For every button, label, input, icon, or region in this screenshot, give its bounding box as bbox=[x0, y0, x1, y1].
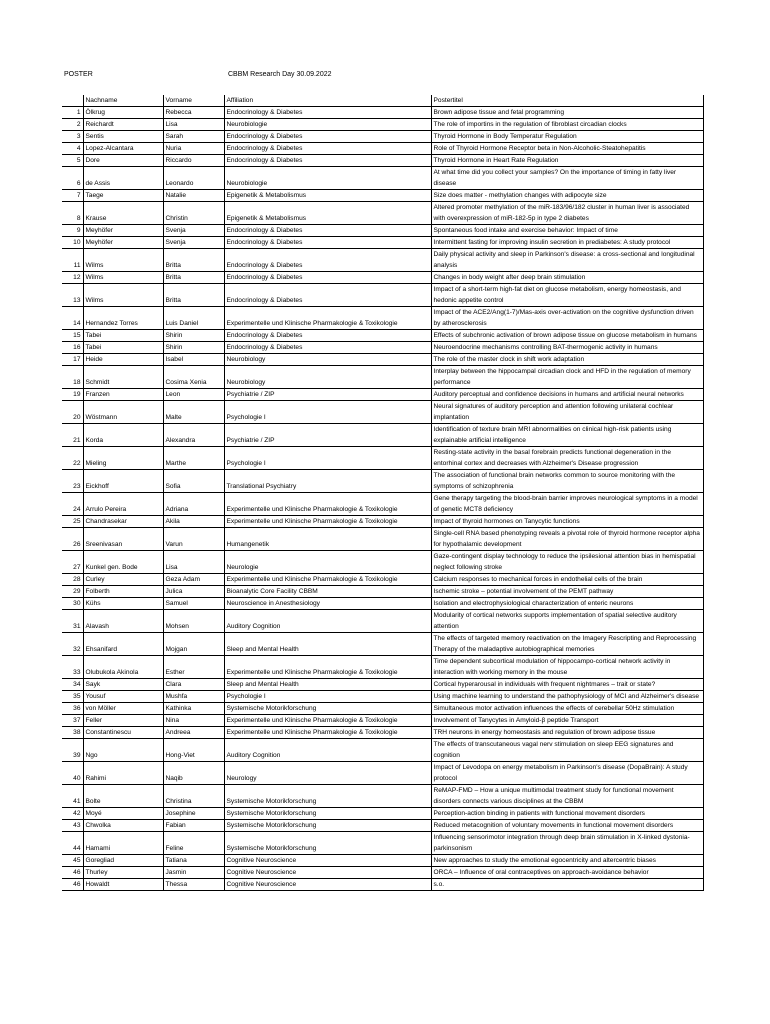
row-number: 11 bbox=[62, 249, 83, 272]
row-number: 5 bbox=[62, 155, 83, 167]
row-nachname: Wilms bbox=[83, 284, 163, 307]
header-postertitel: Postertitel bbox=[431, 95, 703, 107]
row-vorname: Nuria bbox=[163, 143, 224, 155]
row-postertitel: Brown adipose tissue and fetal programming bbox=[431, 107, 703, 119]
row-number: 14 bbox=[62, 307, 83, 330]
row-number: 31 bbox=[62, 610, 83, 633]
row-number: 46 bbox=[62, 879, 83, 891]
row-number: 20 bbox=[62, 401, 83, 424]
poster-label: POSTER bbox=[64, 71, 93, 78]
row-nachname: von Möller bbox=[83, 703, 163, 715]
row-affiliation: Psychologie I bbox=[224, 691, 431, 703]
row-affiliation: Psychologie I bbox=[224, 447, 431, 470]
row-vorname: Andreea bbox=[163, 727, 224, 739]
row-postertitel: Impact of Levodopa on energy metabolism in Parkinson's disease (DopaBrain): A study protocol bbox=[431, 762, 703, 785]
row-vorname: Esther bbox=[163, 656, 224, 679]
row-number: 4 bbox=[62, 143, 83, 155]
row-vorname: Christin bbox=[163, 202, 224, 225]
row-postertitel: The effects of targeted memory reactivation on the Imagery Rescripting and Reprocessing Therapy of the maladaptive autobiographical memories bbox=[431, 633, 703, 656]
row-number: 18 bbox=[62, 366, 83, 389]
row-vorname: Isabel bbox=[163, 354, 224, 366]
row-postertitel: Involvement of Tanycytes in Amyloid-β peptide Transport bbox=[431, 715, 703, 727]
row-postertitel: Ischemic stroke – potential involvement of the PEMT pathway bbox=[431, 586, 703, 598]
table-row bbox=[62, 470, 703, 493]
row-affiliation: Systemische Motorikforschung bbox=[224, 832, 431, 855]
row-affiliation: Experimentelle und Klinische Pharmakologie & Toxikologie bbox=[224, 656, 431, 679]
table-row bbox=[62, 401, 703, 424]
table-row bbox=[62, 143, 703, 155]
row-affiliation: Auditory Cognition bbox=[224, 739, 431, 762]
row-vorname: Britta bbox=[163, 249, 224, 272]
row-affiliation: Psychiatrie / ZIP bbox=[224, 389, 431, 401]
row-nachname: Feller bbox=[83, 715, 163, 727]
row-vorname: Varun bbox=[163, 528, 224, 551]
row-number: 17 bbox=[62, 354, 83, 366]
row-affiliation: Epigenetik & Metabolismus bbox=[224, 190, 431, 202]
row-postertitel: Modularity of cortical networks supports implementation of spatial selective auditory attention bbox=[431, 610, 703, 633]
table-row bbox=[62, 832, 703, 855]
table-row bbox=[62, 715, 703, 727]
row-affiliation: Endocrinology & Diabetes bbox=[224, 155, 431, 167]
table-row bbox=[62, 820, 703, 832]
row-nachname: Thurley bbox=[83, 867, 163, 879]
header-number bbox=[62, 95, 83, 107]
row-postertitel: Effects of subchronic activation of brown adipose tissue on glucose metabolism in humans bbox=[431, 330, 703, 342]
row-postertitel: The role of the master clock in shift work adaptation bbox=[431, 354, 703, 366]
row-vorname: Malte bbox=[163, 401, 224, 424]
row-nachname: Lopez-Alcantara bbox=[83, 143, 163, 155]
row-affiliation: Endocrinology & Diabetes bbox=[224, 237, 431, 249]
row-vorname: Leon bbox=[163, 389, 224, 401]
row-number: 41 bbox=[62, 785, 83, 808]
row-number: 42 bbox=[62, 808, 83, 820]
header-nachname: Nachname bbox=[83, 95, 163, 107]
table-row bbox=[62, 272, 703, 284]
row-vorname: Cosima Xenia bbox=[163, 366, 224, 389]
row-nachname: Goregliad bbox=[83, 855, 163, 867]
row-vorname: Britta bbox=[163, 284, 224, 307]
row-vorname: Clara bbox=[163, 679, 224, 691]
row-nachname: Eickhoff bbox=[83, 470, 163, 493]
row-vorname: Mohsen bbox=[163, 610, 224, 633]
table-row bbox=[62, 633, 703, 656]
row-nachname: Howaldt bbox=[83, 879, 163, 891]
row-number: 34 bbox=[62, 679, 83, 691]
row-affiliation: Auditory Cognition bbox=[224, 610, 431, 633]
row-vorname: Shirin bbox=[163, 342, 224, 354]
row-vorname: Hong-Viet bbox=[163, 739, 224, 762]
row-number: 22 bbox=[62, 447, 83, 470]
table-row bbox=[62, 610, 703, 633]
row-vorname: Svenja bbox=[163, 225, 224, 237]
row-postertitel: Perception-action binding in patients with functional movement disorders bbox=[431, 808, 703, 820]
row-postertitel: Simultaneous motor activation influences the effects of cerebellar 50Hz stimulation bbox=[431, 703, 703, 715]
row-postertitel: ReMAP-FMD – How a unique multimodal treatment study for functional movement disorders connects various disciplines at the CBBM bbox=[431, 785, 703, 808]
row-postertitel: Auditory perceptual and confidence decisions in humans and artificial neural networks bbox=[431, 389, 703, 401]
row-affiliation: Endocrinology & Diabetes bbox=[224, 249, 431, 272]
row-postertitel: Neuroendocrine mechanisms controlling BAT-thermogenic activity in humans bbox=[431, 342, 703, 354]
table-row bbox=[62, 727, 703, 739]
row-affiliation: Endocrinology & Diabetes bbox=[224, 330, 431, 342]
header-vorname: Vorname bbox=[163, 95, 224, 107]
row-number: 2 bbox=[62, 119, 83, 131]
row-postertitel: Reduced metacognition of voluntary movements in functional movement disorders bbox=[431, 820, 703, 832]
row-affiliation: Psychiatrie / ZIP bbox=[224, 424, 431, 447]
row-nachname: Franzen bbox=[83, 389, 163, 401]
table-row bbox=[62, 155, 703, 167]
row-number: 43 bbox=[62, 820, 83, 832]
row-postertitel: Resting-state activity in the basal forebrain predicts functional degeneration in the entorhinal cortex and decreases with Alzheimer's Disease progression bbox=[431, 447, 703, 470]
table-row bbox=[62, 528, 703, 551]
row-vorname: Lisa bbox=[163, 119, 224, 131]
row-nachname: Dore bbox=[83, 155, 163, 167]
table-row bbox=[62, 493, 703, 516]
table-row bbox=[62, 574, 703, 586]
row-nachname: Hernandez Torres bbox=[83, 307, 163, 330]
row-affiliation: Endocrinology & Diabetes bbox=[224, 143, 431, 155]
table-row bbox=[62, 691, 703, 703]
row-vorname: Christina bbox=[163, 785, 224, 808]
row-vorname: Riccardo bbox=[163, 155, 224, 167]
row-vorname: Kathinka bbox=[163, 703, 224, 715]
row-number: 6 bbox=[62, 167, 83, 190]
table-row bbox=[62, 249, 703, 272]
row-number: 19 bbox=[62, 389, 83, 401]
row-nachname: Olubukola Akinola bbox=[83, 656, 163, 679]
row-vorname: Mojgan bbox=[163, 633, 224, 656]
row-nachname: Schmidt bbox=[83, 366, 163, 389]
row-postertitel: ORCA – Influence of oral contraceptives on approach-avoidance behavior bbox=[431, 867, 703, 879]
table-row bbox=[62, 202, 703, 225]
row-postertitel: Impact of thyroid hormones on Tanycytic functions bbox=[431, 516, 703, 528]
row-number: 23 bbox=[62, 470, 83, 493]
table-row bbox=[62, 167, 703, 190]
table-row bbox=[62, 879, 703, 891]
table-row bbox=[62, 586, 703, 598]
row-vorname: Natalie bbox=[163, 190, 224, 202]
row-affiliation: Endocrinology & Diabetes bbox=[224, 107, 431, 119]
row-nachname: Taege bbox=[83, 190, 163, 202]
row-number: 9 bbox=[62, 225, 83, 237]
row-vorname: Samuel bbox=[163, 598, 224, 610]
table-row bbox=[62, 762, 703, 785]
row-affiliation: Translational Psychiatry bbox=[224, 470, 431, 493]
row-number: 7 bbox=[62, 190, 83, 202]
row-vorname: Britta bbox=[163, 272, 224, 284]
row-affiliation: Systemische Motorikforschung bbox=[224, 703, 431, 715]
table-row bbox=[62, 284, 703, 307]
row-number: 12 bbox=[62, 272, 83, 284]
row-postertitel: Single-cell RNA based phenotyping reveals a pivotal role of thyroid hormone receptor alpha for hypothalamic development bbox=[431, 528, 703, 551]
table-row bbox=[62, 656, 703, 679]
row-number: 25 bbox=[62, 516, 83, 528]
row-affiliation: Systemische Motorikforschung bbox=[224, 785, 431, 808]
row-number: 13 bbox=[62, 284, 83, 307]
row-nachname: Ölkrug bbox=[83, 107, 163, 119]
row-number: 24 bbox=[62, 493, 83, 516]
row-number: 37 bbox=[62, 715, 83, 727]
row-vorname: Nina bbox=[163, 715, 224, 727]
row-nachname: Tabei bbox=[83, 330, 163, 342]
row-vorname: Julica bbox=[163, 586, 224, 598]
row-number: 27 bbox=[62, 551, 83, 574]
row-vorname: Sarah bbox=[163, 131, 224, 143]
row-nachname: Alavash bbox=[83, 610, 163, 633]
row-number: 8 bbox=[62, 202, 83, 225]
table-row bbox=[62, 424, 703, 447]
row-nachname: Meyhöfer bbox=[83, 237, 163, 249]
row-affiliation: Bioanalytic Core Facility CBBM bbox=[224, 586, 431, 598]
row-postertitel: Identification of texture brain MRI abnormalities on clinical high-risk patients using explainable artificial intelligence bbox=[431, 424, 703, 447]
row-affiliation: Neurology bbox=[224, 762, 431, 785]
row-nachname: Krause bbox=[83, 202, 163, 225]
table-row bbox=[62, 739, 703, 762]
poster-table bbox=[62, 95, 704, 891]
header-affiliation: Affiliation bbox=[224, 95, 431, 107]
table-row bbox=[62, 107, 703, 119]
row-number: 30 bbox=[62, 598, 83, 610]
row-nachname: Kühs bbox=[83, 598, 163, 610]
row-number: 15 bbox=[62, 330, 83, 342]
row-affiliation: Cognitive Neuroscience bbox=[224, 867, 431, 879]
row-nachname: Curley bbox=[83, 574, 163, 586]
row-postertitel: Using machine learning to understand the pathophysiology of MCI and Alzheimer's disease bbox=[431, 691, 703, 703]
row-number: 10 bbox=[62, 237, 83, 249]
row-postertitel: Gene therapy targeting the blood-brain barrier improves neurological symptoms in a model of genetic MCT8 deficiency bbox=[431, 493, 703, 516]
document-title: CBBM Research Day 30.09.2022 bbox=[228, 71, 332, 78]
row-affiliation: Experimentelle und Klinische Pharmakologie & Toxikologie bbox=[224, 307, 431, 330]
row-number: 26 bbox=[62, 528, 83, 551]
row-number: 21 bbox=[62, 424, 83, 447]
row-vorname: Svenja bbox=[163, 237, 224, 249]
row-nachname: Tabei bbox=[83, 342, 163, 354]
row-nachname: Ehsanifard bbox=[83, 633, 163, 656]
row-number: 35 bbox=[62, 691, 83, 703]
table-row bbox=[62, 190, 703, 202]
row-affiliation: Sleep and Mental Health bbox=[224, 633, 431, 656]
table-row bbox=[62, 785, 703, 808]
row-postertitel: Influencing sensorimotor integration through deep brain stimulation in X-linked dystonia-parkinsonism bbox=[431, 832, 703, 855]
row-postertitel: Daily physical activity and sleep in Parkinson's disease: a cross-sectional and longitudinal analysis bbox=[431, 249, 703, 272]
row-number: 45 bbox=[62, 855, 83, 867]
row-nachname: Folberth bbox=[83, 586, 163, 598]
row-number: 28 bbox=[62, 574, 83, 586]
row-affiliation: Endocrinology & Diabetes bbox=[224, 131, 431, 143]
row-nachname: Meyhöfer bbox=[83, 225, 163, 237]
row-postertitel: Time dependent subcortical modulation of hippocampo-cortical network activity in interaction with working memory in the mouse bbox=[431, 656, 703, 679]
table-row bbox=[62, 516, 703, 528]
row-postertitel: Role of Thyroid Hormone Receptor beta in Non-Alcoholic-Steatohepatitis bbox=[431, 143, 703, 155]
row-affiliation: Endocrinology & Diabetes bbox=[224, 225, 431, 237]
row-affiliation: Experimentelle und Klinische Pharmakologie & Toxikologie bbox=[224, 574, 431, 586]
row-vorname: Akila bbox=[163, 516, 224, 528]
row-number: 3 bbox=[62, 131, 83, 143]
table-row bbox=[62, 237, 703, 249]
table-header-row bbox=[62, 95, 703, 107]
row-affiliation: Systemische Motorikforschung bbox=[224, 820, 431, 832]
table-row bbox=[62, 342, 703, 354]
row-affiliation: Epigenetik & Metabolismus bbox=[224, 202, 431, 225]
table-row bbox=[62, 808, 703, 820]
row-affiliation: Experimentelle und Klinische Pharmakologie & Toxikologie bbox=[224, 516, 431, 528]
table-row bbox=[62, 119, 703, 131]
table-row bbox=[62, 366, 703, 389]
row-nachname: Ngo bbox=[83, 739, 163, 762]
row-vorname: Adriana bbox=[163, 493, 224, 516]
row-nachname: Chwolka bbox=[83, 820, 163, 832]
row-vorname: Mushfa bbox=[163, 691, 224, 703]
row-vorname: Josephine bbox=[163, 808, 224, 820]
row-nachname: de Assis bbox=[83, 167, 163, 190]
row-nachname: Wilms bbox=[83, 249, 163, 272]
row-affiliation: Experimentelle und Klinische Pharmakologie & Toxikologie bbox=[224, 727, 431, 739]
row-postertitel: Thyroid Hormone in Heart Rate Regulation bbox=[431, 155, 703, 167]
row-postertitel: At what time did you collect your samples? On the importance of timing in fatty liver disease bbox=[431, 167, 703, 190]
table-row bbox=[62, 598, 703, 610]
row-affiliation: Neurobiology bbox=[224, 366, 431, 389]
row-postertitel: The role of importins in the regulation of fibroblast circadian clocks bbox=[431, 119, 703, 131]
row-postertitel: Calcium responses to mechanical forces in endothelial cells of the brain bbox=[431, 574, 703, 586]
row-postertitel: New approaches to study the emotional egocentricity and altercentric biases bbox=[431, 855, 703, 867]
row-number: 46 bbox=[62, 867, 83, 879]
row-affiliation: Humangenetik bbox=[224, 528, 431, 551]
row-nachname: Sentis bbox=[83, 131, 163, 143]
row-number: 36 bbox=[62, 703, 83, 715]
row-vorname: Luis Daniel bbox=[163, 307, 224, 330]
row-vorname: Alexandra bbox=[163, 424, 224, 447]
row-vorname: Shirin bbox=[163, 330, 224, 342]
row-nachname: Heide bbox=[83, 354, 163, 366]
row-vorname: Tatiana bbox=[163, 855, 224, 867]
row-postertitel: Spontaneous food intake and exercise behavior: Impact of time bbox=[431, 225, 703, 237]
row-number: 16 bbox=[62, 342, 83, 354]
row-affiliation: Endocrinology & Diabetes bbox=[224, 284, 431, 307]
row-vorname: Leonardo bbox=[163, 167, 224, 190]
table-row bbox=[62, 389, 703, 401]
table-row bbox=[62, 307, 703, 330]
table-row bbox=[62, 447, 703, 470]
row-vorname: Jasmin bbox=[163, 867, 224, 879]
row-postertitel: Neural signatures of auditory perception and attention following unilateral cochlear implantation bbox=[431, 401, 703, 424]
row-postertitel: Impact of a short-term high-fat diet on glucose metabolism, energy homeostasis, and hedonic appetite control bbox=[431, 284, 703, 307]
row-nachname: Reichardt bbox=[83, 119, 163, 131]
row-affiliation: Sleep and Mental Health bbox=[224, 679, 431, 691]
row-postertitel: The association of functional brain networks common to source monitoring with the symptoms of schizophrenia bbox=[431, 470, 703, 493]
row-number: 32 bbox=[62, 633, 83, 656]
row-vorname: Geza Adam bbox=[163, 574, 224, 586]
row-postertitel: Changes in body weight after deep brain stimulation bbox=[431, 272, 703, 284]
row-vorname: Lisa bbox=[163, 551, 224, 574]
row-nachname: Hamami bbox=[83, 832, 163, 855]
row-nachname: Yousuf bbox=[83, 691, 163, 703]
row-affiliation: Endocrinology & Diabetes bbox=[224, 342, 431, 354]
row-affiliation: Psychologie I bbox=[224, 401, 431, 424]
row-postertitel: Cortical hyperarousal in individuals with frequent nightmares – trait or state? bbox=[431, 679, 703, 691]
row-nachname: Sreenivasan bbox=[83, 528, 163, 551]
row-nachname: Bolte bbox=[83, 785, 163, 808]
row-nachname: Korda bbox=[83, 424, 163, 447]
table-row bbox=[62, 703, 703, 715]
row-affiliation: Cognitive Neuroscience bbox=[224, 879, 431, 891]
table-row bbox=[62, 679, 703, 691]
row-postertitel: TRH neurons in energy homeostasis and regulation of brown adipose tissue bbox=[431, 727, 703, 739]
row-number: 29 bbox=[62, 586, 83, 598]
row-nachname: Mieling bbox=[83, 447, 163, 470]
table-row bbox=[62, 551, 703, 574]
row-vorname: Rebecca bbox=[163, 107, 224, 119]
row-postertitel: Gaze-contingent display technology to reduce the ipsilesional attention bias in hemispatial neglect following stroke bbox=[431, 551, 703, 574]
row-postertitel: Impact of the ACE2/Ang(1-7)/Mas-axis over-activation on the cognitive dysfunction driven by atherosclerosis bbox=[431, 307, 703, 330]
row-vorname: Naqib bbox=[163, 762, 224, 785]
row-postertitel: s.o. bbox=[431, 879, 703, 891]
row-nachname: Wilms bbox=[83, 272, 163, 284]
row-affiliation: Systemische Motorikforschung bbox=[224, 808, 431, 820]
row-affiliation: Neurologie bbox=[224, 551, 431, 574]
row-nachname: Arrulo Pereira bbox=[83, 493, 163, 516]
row-affiliation: Neurobiology bbox=[224, 354, 431, 366]
row-postertitel: Thyroid Hormone in Body Temperatur Regulation bbox=[431, 131, 703, 143]
row-postertitel: Isolation and electrophysiological characterization of enteric neurons bbox=[431, 598, 703, 610]
row-number: 1 bbox=[62, 107, 83, 119]
row-vorname: Thessa bbox=[163, 879, 224, 891]
row-number: 38 bbox=[62, 727, 83, 739]
row-affiliation: Experimentelle und Klinische Pharmakologie & Toxikologie bbox=[224, 493, 431, 516]
row-vorname: Sofia bbox=[163, 470, 224, 493]
table-row bbox=[62, 855, 703, 867]
row-nachname: Constantinescu bbox=[83, 727, 163, 739]
row-number: 33 bbox=[62, 656, 83, 679]
row-affiliation: Experimentelle und Klinische Pharmakologie & Toxikologie bbox=[224, 715, 431, 727]
table-row bbox=[62, 867, 703, 879]
row-postertitel: Altered promoter methylation of the miR-183/96/182 cluster in human liver is associated with overexpression of miR-182-5p in type 2 diabetes bbox=[431, 202, 703, 225]
row-number: 44 bbox=[62, 832, 83, 855]
row-affiliation: Neurobiologie bbox=[224, 119, 431, 131]
row-affiliation: Endocrinology & Diabetes bbox=[224, 272, 431, 284]
row-nachname: Kunkel gen. Bode bbox=[83, 551, 163, 574]
row-nachname: Moyé bbox=[83, 808, 163, 820]
table-row bbox=[62, 131, 703, 143]
row-postertitel: Interplay between the hippocampal circadian clock and HFD in the regulation of memory performance bbox=[431, 366, 703, 389]
row-number: 40 bbox=[62, 762, 83, 785]
row-nachname: Sayk bbox=[83, 679, 163, 691]
row-nachname: Chandrasekar bbox=[83, 516, 163, 528]
row-affiliation: Neuroscience in Anesthesiology bbox=[224, 598, 431, 610]
row-affiliation: Neurobiologie bbox=[224, 167, 431, 190]
row-vorname: Feline bbox=[163, 832, 224, 855]
row-postertitel: The effects of transcutaneous vagal nerv stimulation on sleep EEG signatures and cognition bbox=[431, 739, 703, 762]
row-postertitel: Size does matter - methylation changes with adipocyte size bbox=[431, 190, 703, 202]
table-row bbox=[62, 330, 703, 342]
row-postertitel: Intermittent fasting for improving insulin secretion in prediabetes: A study protocol bbox=[431, 237, 703, 249]
row-affiliation: Cognitive Neuroscience bbox=[224, 855, 431, 867]
row-nachname: Rahimi bbox=[83, 762, 163, 785]
table-row bbox=[62, 354, 703, 366]
row-nachname: Wöstmann bbox=[83, 401, 163, 424]
table-row bbox=[62, 225, 703, 237]
row-number: 39 bbox=[62, 739, 83, 762]
row-vorname: Marthe bbox=[163, 447, 224, 470]
row-vorname: Fabian bbox=[163, 820, 224, 832]
